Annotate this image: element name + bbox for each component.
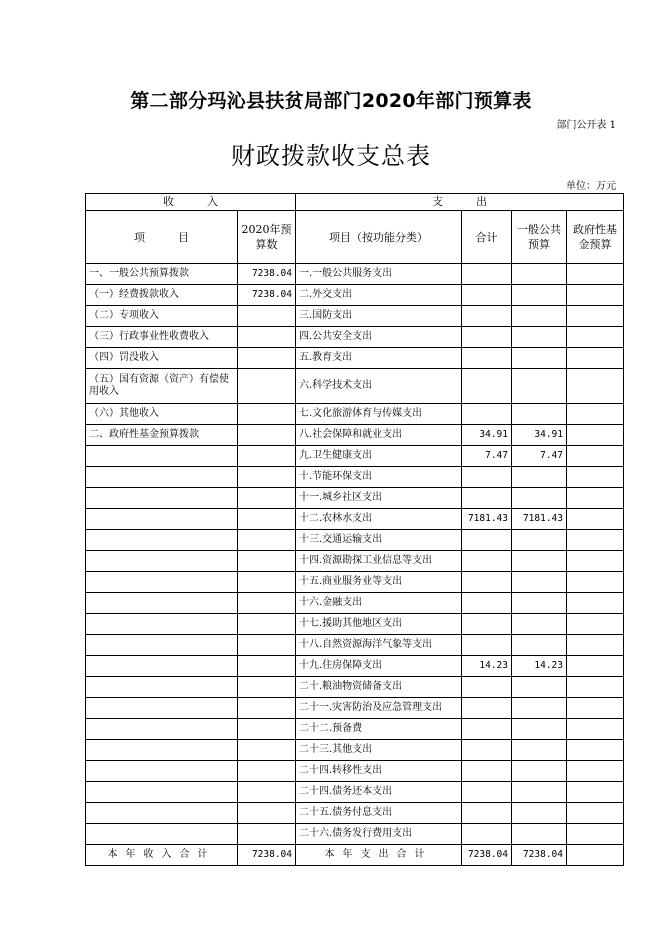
- income-value-cell: [238, 404, 296, 425]
- general-budget-cell: [512, 614, 567, 635]
- income-item-cell: [86, 572, 238, 593]
- income-value-cell: [238, 677, 296, 698]
- income-item-cell: [86, 509, 238, 530]
- gov-fund-cell: [567, 306, 624, 327]
- expense-item-cell: 六.科学技术支出: [296, 369, 462, 404]
- income-item-cell: [86, 698, 238, 719]
- total-cell: [462, 635, 512, 656]
- gov-fund-cell: [567, 614, 624, 635]
- gov-fund-budget-header: 政府性基金预算: [567, 211, 624, 264]
- table-row: [86, 593, 624, 614]
- table-row: [86, 740, 624, 761]
- general-budget-cell: [512, 782, 567, 803]
- income-item-cell: [86, 488, 238, 509]
- gov-fund-cell: [567, 446, 624, 467]
- expense-item-cell: 二十三.其他支出: [296, 740, 462, 761]
- income-item-cell: （四）罚没收入: [86, 348, 238, 369]
- income-value-cell: [238, 369, 296, 404]
- table-row: [86, 306, 624, 327]
- income-value-cell: [238, 446, 296, 467]
- income-value-cell: [238, 656, 296, 677]
- table-row: [86, 614, 624, 635]
- income-item-cell: [86, 761, 238, 782]
- general-budget-cell: [512, 551, 567, 572]
- income-value-cell: 7238.04: [238, 285, 296, 306]
- income-item-cell: （二）专项收入: [86, 306, 238, 327]
- general-budget-cell: [512, 677, 567, 698]
- general-budget-cell: [512, 327, 567, 348]
- table-row: [86, 803, 624, 824]
- general-budget-cell: 14.23: [512, 656, 567, 677]
- total-cell: [462, 803, 512, 824]
- general-budget-cell: 7181.43: [512, 509, 567, 530]
- total-cell: 7181.43: [462, 509, 512, 530]
- gov-fund-cell: [567, 740, 624, 761]
- income-item-cell: [86, 593, 238, 614]
- income-item-cell: （三）行政事业性收费收入: [86, 327, 238, 348]
- income-item-cell: [86, 467, 238, 488]
- gov-fund-total: [567, 845, 624, 866]
- general-budget-header: 一般公共预算: [512, 211, 567, 264]
- gov-fund-cell: [567, 551, 624, 572]
- table-row: [86, 635, 624, 656]
- income-item-cell: [86, 635, 238, 656]
- table-row: [86, 782, 624, 803]
- general-budget-cell: [512, 404, 567, 425]
- table-row: [86, 509, 624, 530]
- table-row: [86, 572, 624, 593]
- income-value-cell: [238, 467, 296, 488]
- table-row: [86, 656, 624, 677]
- general-budget-cell: [512, 369, 567, 404]
- budget-2020-header: 2020年预算数: [238, 211, 296, 264]
- general-budget-cell: [512, 635, 567, 656]
- table-row: [86, 425, 624, 446]
- total-cell: [462, 467, 512, 488]
- gov-fund-cell: [567, 327, 624, 348]
- income-value-cell: [238, 551, 296, 572]
- gov-fund-cell: [567, 656, 624, 677]
- total-cell: [462, 782, 512, 803]
- expense-item-cell: 十四.资源勘探工业信息等支出: [296, 551, 462, 572]
- income-item-cell: （一）经费拨款收入: [86, 285, 238, 306]
- total-cell: [462, 369, 512, 404]
- general-budget-cell: [512, 530, 567, 551]
- general-budget-cell: [512, 488, 567, 509]
- income-value-cell: [238, 761, 296, 782]
- income-header: 收 入: [86, 194, 296, 211]
- gov-fund-cell: [567, 824, 624, 845]
- income-value-cell: [238, 698, 296, 719]
- expense-item-cell: 十二.农林水支出: [296, 509, 462, 530]
- general-budget-cell: [512, 572, 567, 593]
- total-cell: [462, 285, 512, 306]
- total-cell: [462, 572, 512, 593]
- income-value-cell: [238, 530, 296, 551]
- expense-item-cell: 二十五.债务付息支出: [296, 803, 462, 824]
- gov-fund-cell: [567, 467, 624, 488]
- gov-fund-cell: [567, 264, 624, 285]
- document-title: 第二部分玛沁县扶贫局部门2020年部门预算表: [130, 90, 532, 112]
- table-row: [86, 264, 624, 285]
- total-cell: [462, 264, 512, 285]
- gov-fund-cell: [567, 593, 624, 614]
- expense-item-cell: 四.公共安全支出: [296, 327, 462, 348]
- table-row: [86, 467, 624, 488]
- total-cell: [462, 719, 512, 740]
- expense-item-cell: 九.卫生健康支出: [296, 446, 462, 467]
- income-value-cell: [238, 782, 296, 803]
- expense-item-cell: 十八.自然资源海洋气象等支出: [296, 635, 462, 656]
- income-total-label: 本年收入合计: [86, 845, 238, 866]
- total-cell: [462, 327, 512, 348]
- income-value-cell: [238, 348, 296, 369]
- expense-item-cell: 二十二.预备费: [296, 719, 462, 740]
- gov-fund-cell: [567, 509, 624, 530]
- income-item-cell: [86, 803, 238, 824]
- gov-fund-cell: [567, 803, 624, 824]
- income-item-cell: [86, 824, 238, 845]
- income-value-cell: [238, 719, 296, 740]
- gov-fund-cell: [567, 782, 624, 803]
- expense-item-cell: 八.社会保障和就业支出: [296, 425, 462, 446]
- income-item-cell: [86, 740, 238, 761]
- table-row: [86, 677, 624, 698]
- total-cell: [462, 488, 512, 509]
- gov-fund-cell: [567, 719, 624, 740]
- gov-fund-cell: [567, 404, 624, 425]
- total-header: 合计: [462, 211, 512, 264]
- gov-fund-cell: [567, 677, 624, 698]
- table-row: [86, 761, 624, 782]
- income-item-cell: [86, 719, 238, 740]
- func-item-header: 项目（按功能分类）: [296, 211, 462, 264]
- total-cell: [462, 824, 512, 845]
- gov-fund-cell: [567, 698, 624, 719]
- table-row: [86, 488, 624, 509]
- general-budget-cell: [512, 593, 567, 614]
- income-value-cell: [238, 306, 296, 327]
- totals-row: [86, 845, 624, 866]
- gov-fund-cell: [567, 488, 624, 509]
- table-row: [86, 327, 624, 348]
- gov-fund-cell: [567, 761, 624, 782]
- income-item-cell: [86, 614, 238, 635]
- total-cell: [462, 593, 512, 614]
- expense-item-cell: 三.国防支出: [296, 306, 462, 327]
- income-item-cell: [86, 530, 238, 551]
- table-row: [86, 698, 624, 719]
- total-cell: [462, 530, 512, 551]
- general-budget-cell: [512, 761, 567, 782]
- total-cell: [462, 677, 512, 698]
- expense-item-cell: 五.教育支出: [296, 348, 462, 369]
- expense-item-cell: 十.节能环保支出: [296, 467, 462, 488]
- table-row: [86, 530, 624, 551]
- income-item-cell: 一、一般公共预算拨款: [86, 264, 238, 285]
- expense-item-cell: 十六.金融支出: [296, 593, 462, 614]
- income-value-cell: 7238.04: [238, 264, 296, 285]
- income-value-cell: [238, 593, 296, 614]
- income-item-cell: （六）其他收入: [86, 404, 238, 425]
- general-budget-cell: [512, 306, 567, 327]
- budget-table: [85, 193, 624, 866]
- income-value-cell: [238, 803, 296, 824]
- total-cell: 34.91: [462, 425, 512, 446]
- income-item-cell: [86, 446, 238, 467]
- general-budget-cell: [512, 348, 567, 369]
- general-budget-cell: 7.47: [512, 446, 567, 467]
- table-row: [86, 285, 624, 306]
- general-budget-cell: [512, 824, 567, 845]
- income-value-cell: [238, 740, 296, 761]
- total-cell: [462, 306, 512, 327]
- table-row: [86, 446, 624, 467]
- total-cell: [462, 761, 512, 782]
- general-budget-cell: [512, 285, 567, 306]
- income-value-cell: [238, 509, 296, 530]
- table-row: [86, 719, 624, 740]
- income-item-cell: [86, 677, 238, 698]
- general-budget-cell: 34.91: [512, 425, 567, 446]
- item-header: 项 目: [86, 211, 238, 264]
- expense-item-cell: 十七.援助其他地区支出: [296, 614, 462, 635]
- table-row: [86, 824, 624, 845]
- total-cell: [462, 614, 512, 635]
- total-cell: [462, 740, 512, 761]
- table-title: 财政拨款收支总表: [231, 142, 431, 170]
- expense-item-cell: 一.一般公共服务支出: [296, 264, 462, 285]
- income-value-cell: [238, 327, 296, 348]
- expense-item-cell: 十五.商业服务业等支出: [296, 572, 462, 593]
- gov-fund-cell: [567, 369, 624, 404]
- expense-item-cell: 二十四.债务还本支出: [296, 782, 462, 803]
- gov-fund-cell: [567, 348, 624, 369]
- total-cell: 7.47: [462, 446, 512, 467]
- total-cell: [462, 551, 512, 572]
- header-row-columns: [86, 211, 624, 264]
- income-item-cell: [86, 782, 238, 803]
- income-value-cell: [238, 572, 296, 593]
- expense-item-cell: 二十六.债务发行费用支出: [296, 824, 462, 845]
- general-budget-cell: [512, 803, 567, 824]
- gov-fund-cell: [567, 572, 624, 593]
- header-row-top: [86, 194, 624, 211]
- income-total-value: 7238.04: [238, 845, 296, 866]
- expense-item-cell: 十一.城乡社区支出: [296, 488, 462, 509]
- general-budget-cell: [512, 740, 567, 761]
- unit-label: 单位：万元: [566, 181, 616, 192]
- general-budget-total: 7238.04: [512, 845, 567, 866]
- table-row: [86, 404, 624, 425]
- expense-item-cell: 十九.住房保障支出: [296, 656, 462, 677]
- income-value-cell: [238, 425, 296, 446]
- form-number: 部门公开表 1: [556, 120, 616, 131]
- income-value-cell: [238, 824, 296, 845]
- general-budget-cell: [512, 719, 567, 740]
- gov-fund-cell: [567, 635, 624, 656]
- general-budget-cell: [512, 467, 567, 488]
- total-cell: 14.23: [462, 656, 512, 677]
- expense-total-label: 本年支出合计: [296, 845, 462, 866]
- gov-fund-cell: [567, 530, 624, 551]
- total-cell: [462, 348, 512, 369]
- income-item-cell: [86, 656, 238, 677]
- income-value-cell: [238, 614, 296, 635]
- general-budget-cell: [512, 264, 567, 285]
- expense-item-cell: 二十一.灾害防治及应急管理支出: [296, 698, 462, 719]
- total-cell: [462, 698, 512, 719]
- general-budget-cell: [512, 698, 567, 719]
- income-item-cell: [86, 551, 238, 572]
- table-row: [86, 551, 624, 572]
- expense-item-cell: 二十四.转移性支出: [296, 761, 462, 782]
- expense-header: 支 出: [296, 194, 624, 211]
- gov-fund-cell: [567, 425, 624, 446]
- gov-fund-cell: [567, 285, 624, 306]
- income-value-cell: [238, 488, 296, 509]
- expense-total-value: 7238.04: [462, 845, 512, 866]
- table-row: [86, 348, 624, 369]
- income-value-cell: [238, 635, 296, 656]
- expense-item-cell: 十三.交通运输支出: [296, 530, 462, 551]
- expense-item-cell: 七.文化旅游体育与传媒支出: [296, 404, 462, 425]
- table-row: [86, 369, 624, 404]
- expense-item-cell: 二.外交支出: [296, 285, 462, 306]
- expense-item-cell: 二十.粮油物资储备支出: [296, 677, 462, 698]
- total-cell: [462, 404, 512, 425]
- income-item-cell: （五）国有资源（资产）有偿使用收入: [86, 369, 238, 404]
- income-item-cell: 二、政府性基金预算拨款: [86, 425, 238, 446]
